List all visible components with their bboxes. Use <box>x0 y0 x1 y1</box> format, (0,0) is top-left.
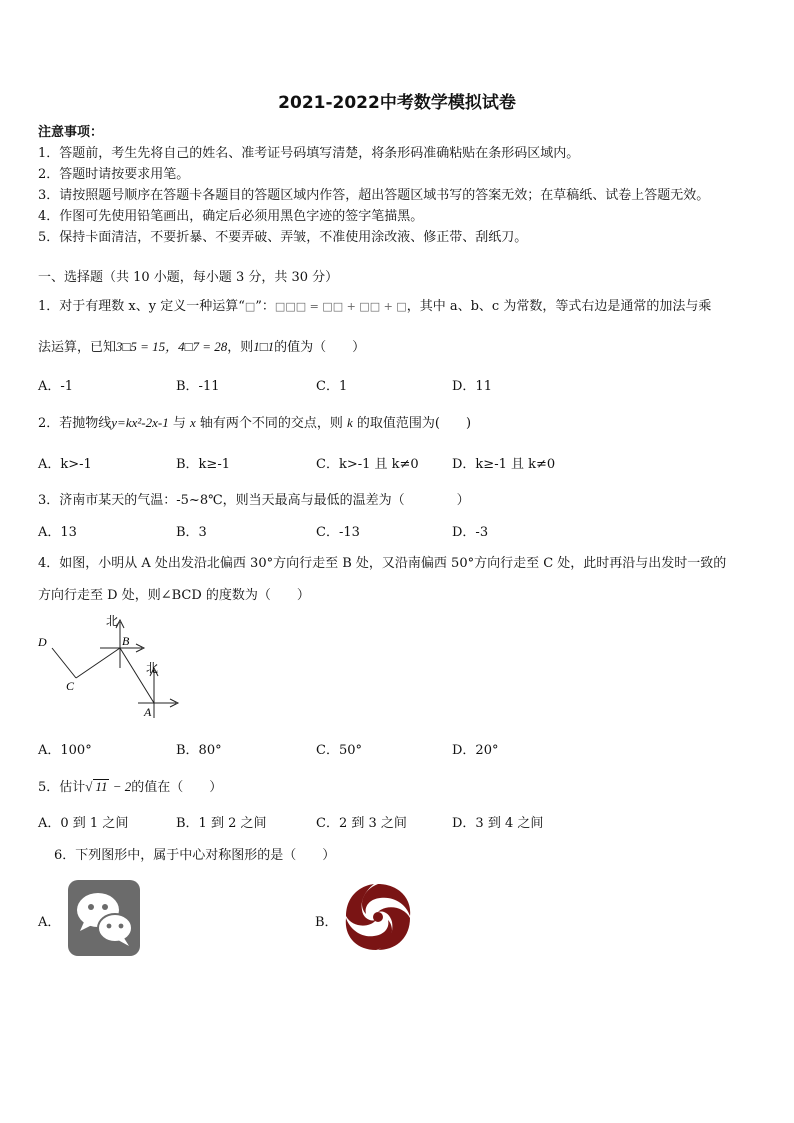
q2-option-a: A．k>-1 <box>38 457 92 472</box>
q1-option-d: D．11 <box>452 379 492 394</box>
q2-mid: 与 <box>168 416 190 431</box>
q1-formula: □□□ = □□ + □□ + □ <box>274 300 407 313</box>
q1-ask: 1□1 <box>253 339 275 354</box>
note-item: 1．答题前，考生先将自己的姓名、准考证号码填写清楚，将条形码准确粘贴在条形码区域内。 <box>38 146 580 161</box>
q2-suffix-b: 的取值范围为( ) <box>352 416 472 431</box>
label-d: D <box>38 635 47 649</box>
q5-option-d: D．3 到 4 之间 <box>452 816 544 831</box>
q2-expression: y=kx²-2x-1 <box>111 415 169 430</box>
question-5 <box>38 776 222 795</box>
q1-given: 3□5 = 15，4□7 = 28 <box>116 339 228 354</box>
exam-title: 2021-2022中考数学模拟试卷 <box>278 93 516 113</box>
q5-minus: − 2 <box>109 779 132 794</box>
q3-option-b: B．3 <box>176 525 207 540</box>
q6-option-b-label: B． <box>315 915 338 930</box>
q1-text-a: 1．对于有理数 x、y 定义一种运算“ <box>38 299 245 314</box>
q5-option-c: C．2 到 3 之间 <box>316 816 407 831</box>
q3-option-d: D．-3 <box>452 525 489 540</box>
q5-option-b: B．1 到 2 之间 <box>176 816 267 831</box>
q1-option-b: B．-11 <box>176 379 220 394</box>
q5-sqrt-sign: √ <box>85 779 93 794</box>
q1-text-f: 的值为（ ） <box>274 340 366 355</box>
q3-option-a: A．13 <box>38 525 77 540</box>
q3-option-c: C．-13 <box>316 525 360 540</box>
q1-option-c: C．1 <box>316 379 348 394</box>
label-b: B <box>122 634 130 648</box>
question-3: 3．济南市某天的气温：-5~8℃，则当天最高与最低的温差为（ ） <box>38 493 470 508</box>
question-2 <box>38 412 471 431</box>
path-c-to-d <box>52 648 76 678</box>
q4-option-a: A．100° <box>38 743 92 758</box>
q5-prefix: 5．估计 <box>38 780 86 795</box>
q1-text-c: ，其中 a、b、c 为常数，等式右边是通常的加法与乘 <box>406 299 712 314</box>
q5-option-a: A．0 到 1 之间 <box>38 816 129 831</box>
q1-op-symbol: □ <box>244 300 256 313</box>
q2-option-b: B．k≥-1 <box>176 457 230 472</box>
q2-k: k <box>347 415 353 430</box>
section-heading: 一、选择题（共 10 小题，每小题 3 分，共 30 分） <box>38 270 339 285</box>
q2-axis: x <box>189 415 196 430</box>
note-item: 3．请按照题号顺序在答题卡各题目的答题区域内作答，超出答题区域书写的答案无效；在草稿纸、试卷上答题无效。 <box>38 188 710 203</box>
q1-text-d: 法运算，已知 <box>38 340 117 355</box>
path-b-to-c <box>76 648 120 678</box>
q4-option-d: D．20° <box>452 743 499 758</box>
question-1-line-1 <box>38 295 711 314</box>
q4-direction-figure <box>30 608 190 723</box>
q2-option-c: C．k>-1 且 k≠0 <box>316 457 419 472</box>
q1-text-b: ”： <box>255 299 275 314</box>
q4-option-c: C．50° <box>316 743 362 758</box>
question-4-line-2: 方向行走至 D 处，则∠BCD 的度数为（ ） <box>38 588 310 603</box>
note-item: 5．保持卡面清洁，不要折暴、不要弄破、弄皱，不准使用涂改液、修正带、刮纸刀。 <box>38 230 528 245</box>
wechat-logo-image <box>66 878 142 958</box>
q5-radicand: 11 <box>95 779 108 794</box>
note-item: 2．答题时请按要求用笔。 <box>38 167 190 182</box>
label-north-2: 北 <box>146 661 159 675</box>
notes-heading: 注意事项： <box>38 125 104 140</box>
q2-option-d: D．k≥-1 且 k≠0 <box>452 457 556 472</box>
note-item: 4．作图可先使用铅笔画出，确定后必须用黑色字迹的签字笔描黑。 <box>38 209 424 224</box>
phoenix-logo-image <box>340 878 416 956</box>
q6-option-a-label: A． <box>38 915 61 930</box>
question-4-line-1: 4．如图，小明从 A 处出发沿北偏西 30°方向行走至 B 处，又沿南偏西 50°方向行走至 C 处，此时再沿与出发时一致的 <box>38 556 727 571</box>
q2-prefix: 2．若抛物线 <box>38 416 112 431</box>
label-north-1: 北 <box>106 614 119 628</box>
label-c: C <box>66 679 75 693</box>
question-6: 6．下列图形中，属于中心对称图形的是（ ） <box>54 848 336 863</box>
q4-option-b: B．80° <box>176 743 222 758</box>
path-a-to-b <box>120 648 154 703</box>
label-a: A <box>144 705 152 719</box>
q1-option-a: A．-1 <box>38 379 74 394</box>
question-1-line-2 <box>38 336 365 355</box>
q5-suffix: 的值在（ ） <box>131 780 223 795</box>
q2-suffix-a: 轴有两个不同的交点，则 <box>195 416 348 431</box>
q1-text-e: ，则 <box>227 340 254 355</box>
